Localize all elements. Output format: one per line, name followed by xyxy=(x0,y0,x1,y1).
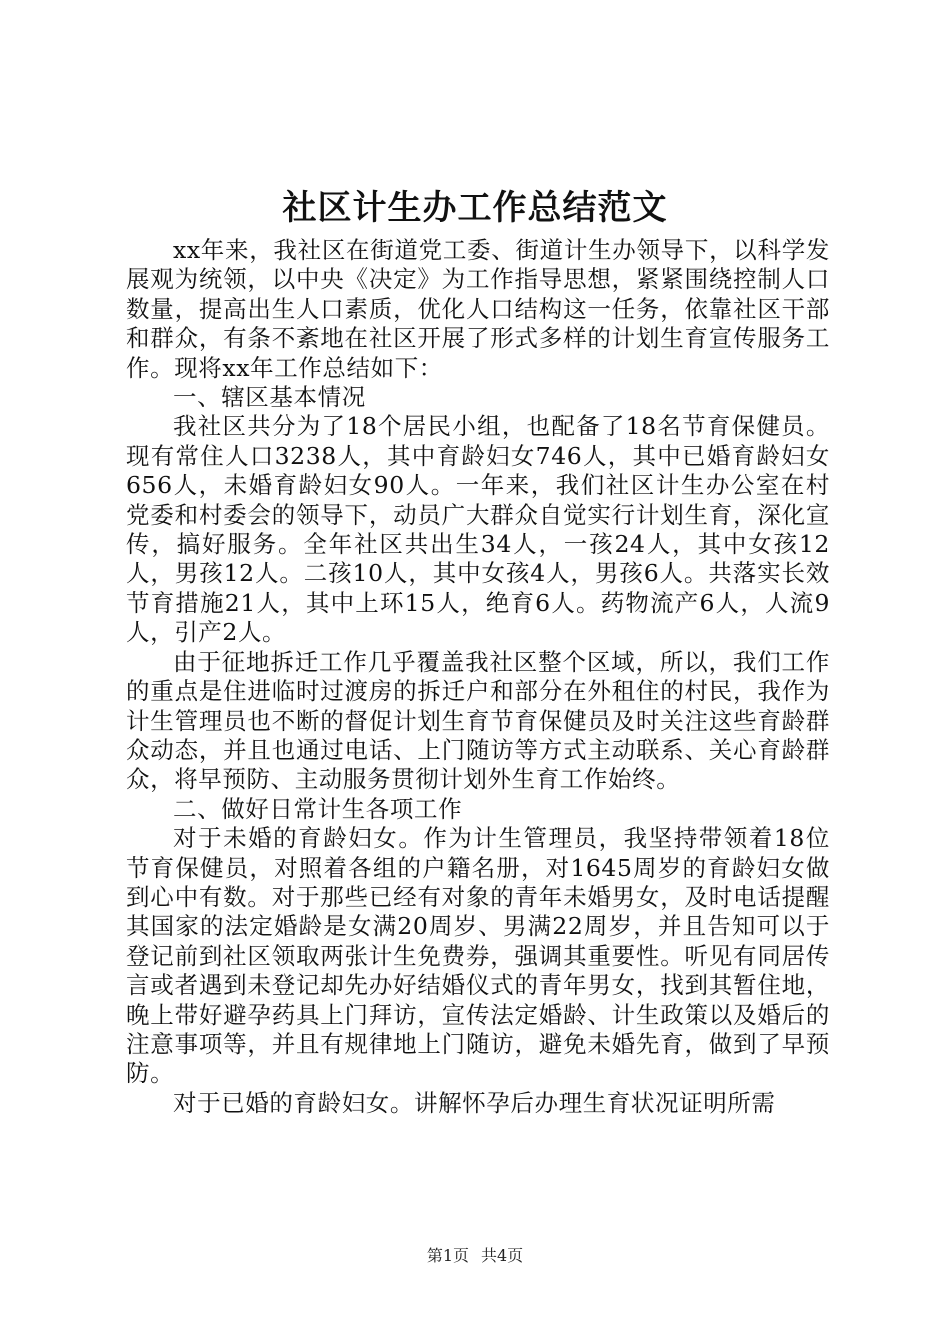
paragraph-married: 对于已婚的育龄妇女。讲解怀孕后办理生育状况证明所需 xyxy=(173,1088,776,1117)
page-number: 第1页 xyxy=(426,1246,469,1265)
paragraph-unmarried: 对于未婚的育龄妇女。作为计生管理员，我坚持带领着18位节育保健员，对照着各组的户籍名册，对1645周岁的育龄妇女做到心中有数。对于那些已经有对象的青年未婚男女，及时电话提醒其国家的法定婚龄是女满20周岁、男满22周岁，并且告知可以于登记前到社区领取两张计生免费券，强调其重要性。听见有同居传言或者遇到未登记却先办好结婚仪式的青年男女，找到其暂住地，晚上带好避孕药具上门拜访，宣传法定婚龄、计生政策以及婚后的注意事项等，并且有规律地上门随访，避免未婚先育，做到了早预防。 xyxy=(126,824,830,1088)
document-title: 社区计生办工作总结范文 xyxy=(282,188,668,228)
paragraph-relocation: 由于征地拆迁工作几乎覆盖我社区整个区域，所以，我们工作的重点是住进临时过渡房的拆迁户和部分在外租住的村民，我作为计生管理员也不断的督促计划生育节育保健员及时关注这些育龄群众动态，并且也通过电话、上门随访等方式主动联系、关心育龄群众，将早预防、主动服务贯彻计划外生育工作始终。 xyxy=(126,647,830,794)
section-heading-1: 一、辖区基本情况 xyxy=(173,383,366,412)
page-total: 共4页 xyxy=(481,1246,524,1265)
paragraph-intro: xx年来，我社区在街道党工委、街道计生办领导下，以科学发展观为统领，以中央《决定》为工作指导思想，紧紧围绕控制人口数量，提高出生人口素质，优化人口结构这一任务，依靠社区干部和群众，有条不紊地在社区开展了形式多样的计划生育宣传服务工作。现将xx年工作总结如下： xyxy=(126,236,830,382)
page-footer xyxy=(0,1245,950,1267)
paragraph-basic-info: 我社区共分为了18个居民小组，也配备了18名节育保健员。现有常住人口3238人，其中育龄妇女746人，其中已婚育龄妇女656人，未婚育龄妇女90人。一年来，我们社区计生办公室在村党委和村委会的领导下，动员广大群众自觉实行计划生育，深化宣传，搞好服务。全年社区共出生34人，一孩24人，其中女孩12人，男孩12人。二孩10人，其中女孩4人，男孩6人。共落实长效节育措施21人，其中上环15人，绝育6人。药物流产6人，人流9人，引产2人。 xyxy=(126,412,830,647)
document-body xyxy=(126,236,830,1118)
section-heading-2: 二、做好日常计生各项工作 xyxy=(173,794,463,823)
